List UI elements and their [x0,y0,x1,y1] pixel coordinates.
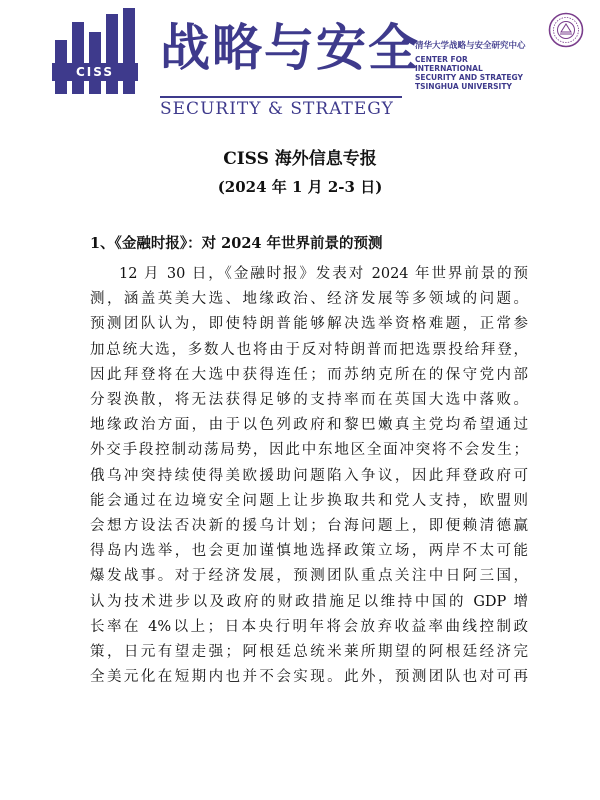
institution-en-line: CENTER FOR [415,55,468,64]
body-line: 加总统大选，多数人也将由于反对特朗普而把选票投给拜登， [90,341,528,358]
body-line: 爆发战事。对于经济发展，预测团队重点关注中日阿三国， [90,568,528,585]
body-line: 12 月 30 日，《金融时报》发表对 2024 年世界前景的预 [119,266,528,282]
article-body [90,262,528,690]
university-seal-icon [548,12,584,48]
body-line: 因此拜登将在大选中获得连任；而苏纳克所在的保守党内部 [90,366,528,383]
institution-en-line: TSINGHUA UNIVERSITY [415,82,512,91]
section-heading: 1、《金融时报》：对 2024 年世界前景的预测 [90,235,383,252]
institution-name-en [415,55,545,91]
body-line: 会想方设法否决新的援乌计划；台海问题上，即便赖清德赢 [90,518,528,535]
report-date: (2024 年 1 月 2-3 日) [217,178,383,196]
masthead [0,0,600,130]
body-line: 认为技术进步以及政府的财政措施足以维持中国的 GDP 增 [90,593,528,610]
report-title: CISS 海外信息专报 [223,149,377,169]
body-line: 策，日元有望走强；阿根廷总统米莱所期望的阿根廷经济完 [90,644,528,661]
institution-en-line: INTERNATIONAL [415,64,483,73]
logo-bar [72,22,84,94]
body-line: 能会通过在边境安全问题上让步换取共和党人支持，欧盟则 [90,492,528,509]
body-line: 分裂涣散，将无法获得足够的支持率而在英国大选中落败。 [90,392,528,409]
body-line: 得岛内选举，也会更加谨慎地选择政策立场，两岸不太可能 [90,543,528,560]
ciss-logo: CISS [52,63,138,81]
institution-en-line: SECURITY AND STRATEGY [415,73,523,82]
title-rule [160,96,402,98]
body-line: 测，涵盖英美大选、地缘政治、经济发展等多领域的问题。 [90,291,528,308]
body-line: 俄乌冲突持续使得美欧援助问题陷入争议，因此拜登政府可 [90,467,528,484]
body-line: 预测团队认为，即使特朗普能够解决选举资格难题，正常参 [90,316,528,333]
body-line: 全美元化在短期内也并不会实现。此外，预测团队也对可再 [90,669,528,686]
institution-name-cn: 清华大学战略与安全研究中心 [415,41,526,51]
body-line: 长率在 4%以上；日本央行明年将会放弃收益率曲线控制政 [90,618,528,635]
logo-bar [106,14,118,94]
journal-title-en: SECURITY & STRATEGY [160,99,394,119]
body-line: 外交手段控制动荡局势，因此中东地区全面冲突将不会发生； [90,442,528,459]
body-line: 地缘政治方面，由于以色列政府和黎巴嫩真主党均希望通过 [90,417,528,434]
journal-title-cn: 战略与安全 [160,19,420,77]
logo-bar [123,8,135,94]
